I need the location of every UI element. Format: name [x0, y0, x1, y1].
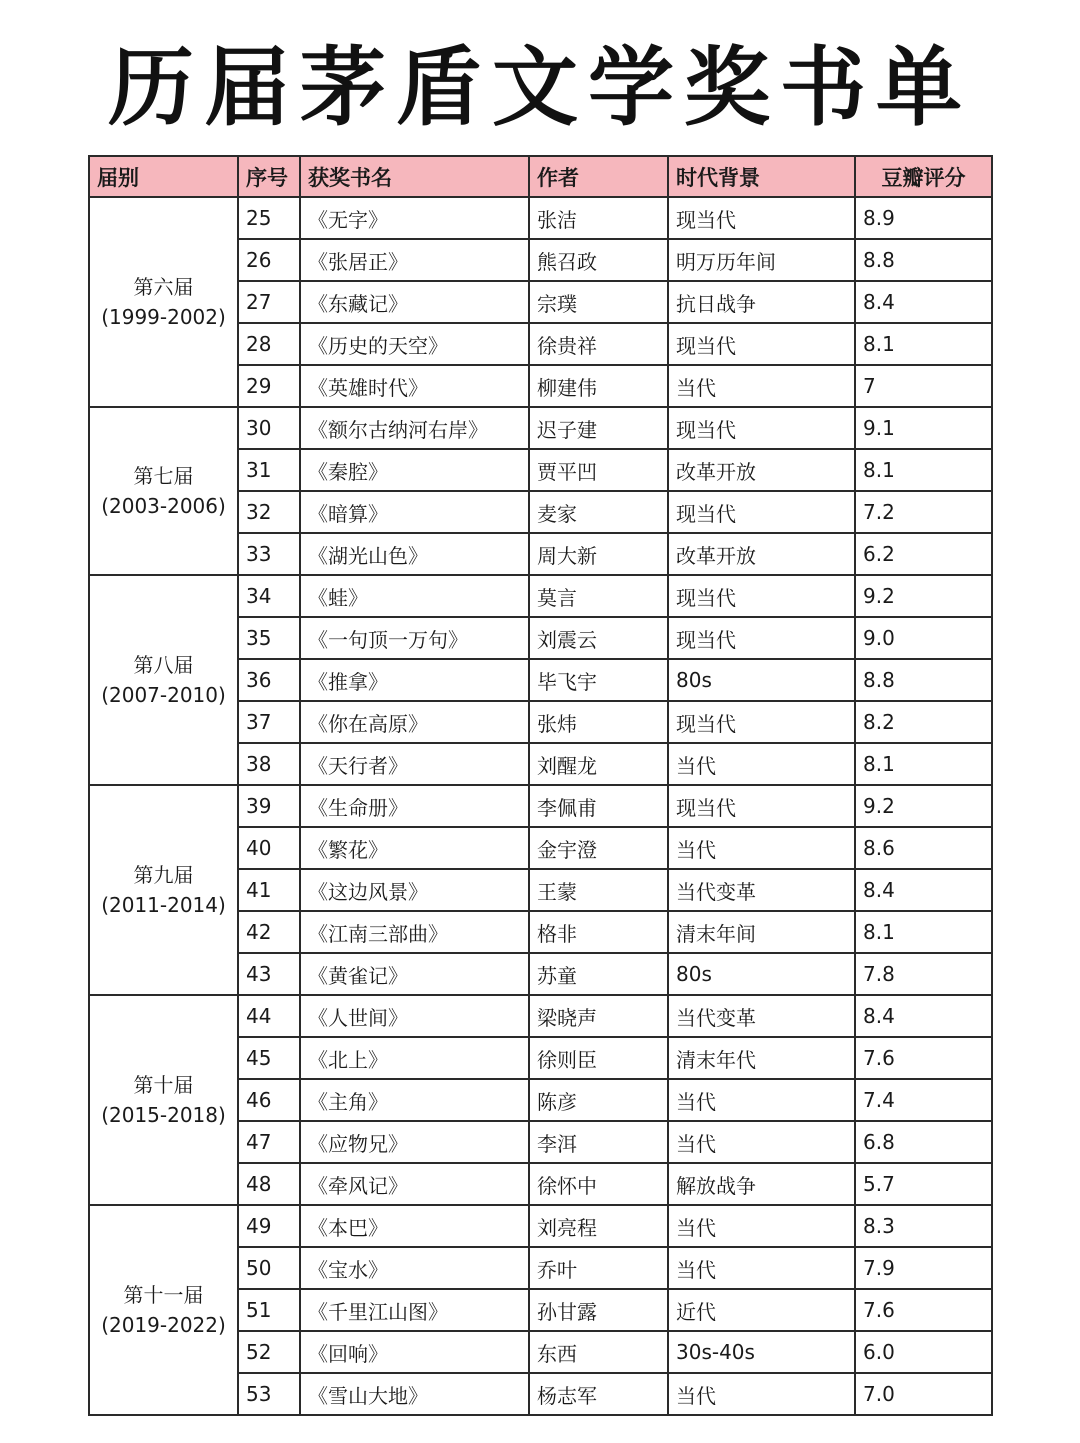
book-number-cell: 39 [238, 785, 300, 827]
session-name: 第十届 [133, 1073, 194, 1097]
book-era-cell: 清末年代 [668, 1037, 855, 1079]
book-score-cell: 6.0 [855, 1331, 992, 1373]
book-era-cell: 当代 [668, 365, 855, 407]
book-title-cell: 《北上》 [300, 1037, 529, 1079]
book-number-cell: 41 [238, 869, 300, 911]
book-title-cell: 《一句顶一万句》 [300, 617, 529, 659]
book-number-cell: 49 [238, 1205, 300, 1247]
session-name: 第八届 [133, 653, 194, 677]
book-number-cell: 25 [238, 197, 300, 239]
table-row [89, 407, 992, 449]
session-years: (2003-2006) [101, 494, 226, 518]
session-cell [89, 407, 238, 575]
book-author-cell: 莫言 [529, 575, 668, 617]
book-era-cell: 当代 [668, 1205, 855, 1247]
book-era-cell: 现当代 [668, 617, 855, 659]
book-score-cell: 8.4 [855, 281, 992, 323]
book-era-cell: 改革开放 [668, 533, 855, 575]
header-session: 届别 [89, 156, 238, 197]
book-era-cell: 明万历年间 [668, 239, 855, 281]
book-title-cell: 《牵风记》 [300, 1163, 529, 1205]
book-score-cell: 7 [855, 365, 992, 407]
book-score-cell: 7.9 [855, 1247, 992, 1289]
book-number-cell: 47 [238, 1121, 300, 1163]
book-author-cell: 柳建伟 [529, 365, 668, 407]
book-list-table [88, 155, 993, 1416]
session-cell [89, 785, 238, 995]
book-title-cell: 《你在高原》 [300, 701, 529, 743]
book-author-cell: 刘醒龙 [529, 743, 668, 785]
book-era-cell: 80s [668, 953, 855, 995]
book-author-cell: 金宇澄 [529, 827, 668, 869]
book-author-cell: 迟子建 [529, 407, 668, 449]
book-number-cell: 34 [238, 575, 300, 617]
book-number-cell: 27 [238, 281, 300, 323]
book-era-cell: 当代 [668, 1079, 855, 1121]
book-number-cell: 32 [238, 491, 300, 533]
book-score-cell: 9.2 [855, 785, 992, 827]
book-score-cell: 9.0 [855, 617, 992, 659]
book-era-cell: 80s [668, 659, 855, 701]
table-body [89, 197, 992, 1415]
book-era-cell: 当代 [668, 1247, 855, 1289]
book-era-cell: 30s-40s [668, 1331, 855, 1373]
book-number-cell: 29 [238, 365, 300, 407]
book-title-cell: 《英雄时代》 [300, 365, 529, 407]
book-title-cell: 《东藏记》 [300, 281, 529, 323]
table-row [89, 1205, 992, 1247]
book-number-cell: 46 [238, 1079, 300, 1121]
book-title-cell: 《应物兄》 [300, 1121, 529, 1163]
book-author-cell: 乔叶 [529, 1247, 668, 1289]
book-number-cell: 30 [238, 407, 300, 449]
book-score-cell: 8.6 [855, 827, 992, 869]
book-score-cell: 7.0 [855, 1373, 992, 1415]
table-header [89, 156, 992, 197]
session-years: (2011-2014) [101, 893, 226, 917]
table-row [89, 995, 992, 1037]
book-number-cell: 42 [238, 911, 300, 953]
session-cell [89, 995, 238, 1205]
book-author-cell: 周大新 [529, 533, 668, 575]
book-title-cell: 《繁花》 [300, 827, 529, 869]
book-score-cell: 8.4 [855, 995, 992, 1037]
book-score-cell: 8.4 [855, 869, 992, 911]
book-era-cell: 现当代 [668, 491, 855, 533]
book-score-cell: 9.2 [855, 575, 992, 617]
book-author-cell: 张炜 [529, 701, 668, 743]
book-era-cell: 清末年间 [668, 911, 855, 953]
book-title-cell: 《千里江山图》 [300, 1289, 529, 1331]
session-years: (2019-2022) [101, 1313, 226, 1337]
book-score-cell: 6.8 [855, 1121, 992, 1163]
book-number-cell: 28 [238, 323, 300, 365]
table-row [89, 785, 992, 827]
book-title-cell: 《黄雀记》 [300, 953, 529, 995]
book-score-cell: 8.1 [855, 449, 992, 491]
book-era-cell: 近代 [668, 1289, 855, 1331]
session-years: (2015-2018) [101, 1103, 226, 1127]
book-author-cell: 李洱 [529, 1121, 668, 1163]
book-number-cell: 50 [238, 1247, 300, 1289]
header-era: 时代背景 [668, 156, 855, 197]
book-number-cell: 43 [238, 953, 300, 995]
book-score-cell: 8.1 [855, 743, 992, 785]
book-title-cell: 《江南三部曲》 [300, 911, 529, 953]
book-score-cell: 9.1 [855, 407, 992, 449]
book-author-cell: 张洁 [529, 197, 668, 239]
book-author-cell: 宗璞 [529, 281, 668, 323]
book-number-cell: 45 [238, 1037, 300, 1079]
book-era-cell: 现当代 [668, 323, 855, 365]
book-title-cell: 《回响》 [300, 1331, 529, 1373]
book-author-cell: 徐怀中 [529, 1163, 668, 1205]
book-author-cell: 陈彦 [529, 1079, 668, 1121]
book-score-cell: 7.4 [855, 1079, 992, 1121]
book-era-cell: 解放战争 [668, 1163, 855, 1205]
book-title-cell: 《人世间》 [300, 995, 529, 1037]
book-author-cell: 王蒙 [529, 869, 668, 911]
book-title-cell: 《宝水》 [300, 1247, 529, 1289]
book-title-cell: 《历史的天空》 [300, 323, 529, 365]
book-title-cell: 《湖光山色》 [300, 533, 529, 575]
book-number-cell: 40 [238, 827, 300, 869]
table-row [89, 575, 992, 617]
book-number-cell: 38 [238, 743, 300, 785]
book-number-cell: 48 [238, 1163, 300, 1205]
book-author-cell: 刘震云 [529, 617, 668, 659]
book-score-cell: 7.8 [855, 953, 992, 995]
header-book: 获奖书名 [300, 156, 529, 197]
session-cell [89, 1205, 238, 1415]
book-number-cell: 53 [238, 1373, 300, 1415]
book-title-cell: 《张居正》 [300, 239, 529, 281]
book-author-cell: 格非 [529, 911, 668, 953]
book-score-cell: 7.2 [855, 491, 992, 533]
book-title-cell: 《这边风景》 [300, 869, 529, 911]
book-author-cell: 梁晓声 [529, 995, 668, 1037]
book-score-cell: 6.2 [855, 533, 992, 575]
book-title-cell: 《主角》 [300, 1079, 529, 1121]
book-score-cell: 8.2 [855, 701, 992, 743]
book-score-cell: 7.6 [855, 1037, 992, 1079]
book-era-cell: 现当代 [668, 785, 855, 827]
book-score-cell: 7.6 [855, 1289, 992, 1331]
book-author-cell: 杨志军 [529, 1373, 668, 1415]
book-score-cell: 8.1 [855, 323, 992, 365]
book-number-cell: 51 [238, 1289, 300, 1331]
book-author-cell: 毕飞宇 [529, 659, 668, 701]
book-number-cell: 44 [238, 995, 300, 1037]
session-name: 第九届 [133, 863, 194, 887]
session-years: (1999-2002) [101, 305, 226, 329]
book-title-cell: 《无字》 [300, 197, 529, 239]
book-title-cell: 《生命册》 [300, 785, 529, 827]
book-number-cell: 26 [238, 239, 300, 281]
book-era-cell: 当代 [668, 1373, 855, 1415]
book-score-cell: 5.7 [855, 1163, 992, 1205]
book-title-cell: 《推拿》 [300, 659, 529, 701]
session-name: 第六届 [133, 275, 194, 299]
book-number-cell: 33 [238, 533, 300, 575]
book-author-cell: 麦家 [529, 491, 668, 533]
book-score-cell: 8.9 [855, 197, 992, 239]
book-number-cell: 52 [238, 1331, 300, 1373]
book-title-cell: 《天行者》 [300, 743, 529, 785]
book-era-cell: 改革开放 [668, 449, 855, 491]
table-row [89, 197, 992, 239]
book-number-cell: 37 [238, 701, 300, 743]
book-score-cell: 8.1 [855, 911, 992, 953]
book-era-cell: 当代变革 [668, 869, 855, 911]
book-score-cell: 8.8 [855, 239, 992, 281]
book-title-cell: 《暗算》 [300, 491, 529, 533]
session-name: 第七届 [133, 464, 194, 488]
book-author-cell: 刘亮程 [529, 1205, 668, 1247]
book-title-cell: 《雪山大地》 [300, 1373, 529, 1415]
book-author-cell: 东西 [529, 1331, 668, 1373]
session-cell [89, 575, 238, 785]
book-author-cell: 徐贵祥 [529, 323, 668, 365]
header-author: 作者 [529, 156, 668, 197]
book-author-cell: 孙甘露 [529, 1289, 668, 1331]
book-score-cell: 8.8 [855, 659, 992, 701]
header-score: 豆瓣评分 [855, 156, 992, 197]
book-era-cell: 现当代 [668, 701, 855, 743]
book-era-cell: 抗日战争 [668, 281, 855, 323]
book-title-cell: 《本巴》 [300, 1205, 529, 1247]
book-title-cell: 《蛙》 [300, 575, 529, 617]
book-author-cell: 熊召政 [529, 239, 668, 281]
book-era-cell: 现当代 [668, 575, 855, 617]
session-years: (2007-2010) [101, 683, 226, 707]
book-number-cell: 35 [238, 617, 300, 659]
page-title: 历届茅盾文学奖书单 [108, 38, 972, 138]
book-number-cell: 36 [238, 659, 300, 701]
book-title-cell: 《额尔古纳河右岸》 [300, 407, 529, 449]
book-era-cell: 当代 [668, 1121, 855, 1163]
book-era-cell: 现当代 [668, 197, 855, 239]
session-name: 第十一届 [123, 1283, 204, 1307]
header-row [89, 156, 992, 197]
book-author-cell: 徐则臣 [529, 1037, 668, 1079]
session-cell [89, 197, 238, 407]
book-era-cell: 当代 [668, 827, 855, 869]
book-era-cell: 现当代 [668, 407, 855, 449]
header-number: 序号 [238, 156, 300, 197]
book-author-cell: 李佩甫 [529, 785, 668, 827]
book-era-cell: 当代 [668, 743, 855, 785]
book-era-cell: 当代变革 [668, 995, 855, 1037]
book-author-cell: 贾平凹 [529, 449, 668, 491]
book-number-cell: 31 [238, 449, 300, 491]
book-score-cell: 8.3 [855, 1205, 992, 1247]
book-title-cell: 《秦腔》 [300, 449, 529, 491]
book-author-cell: 苏童 [529, 953, 668, 995]
